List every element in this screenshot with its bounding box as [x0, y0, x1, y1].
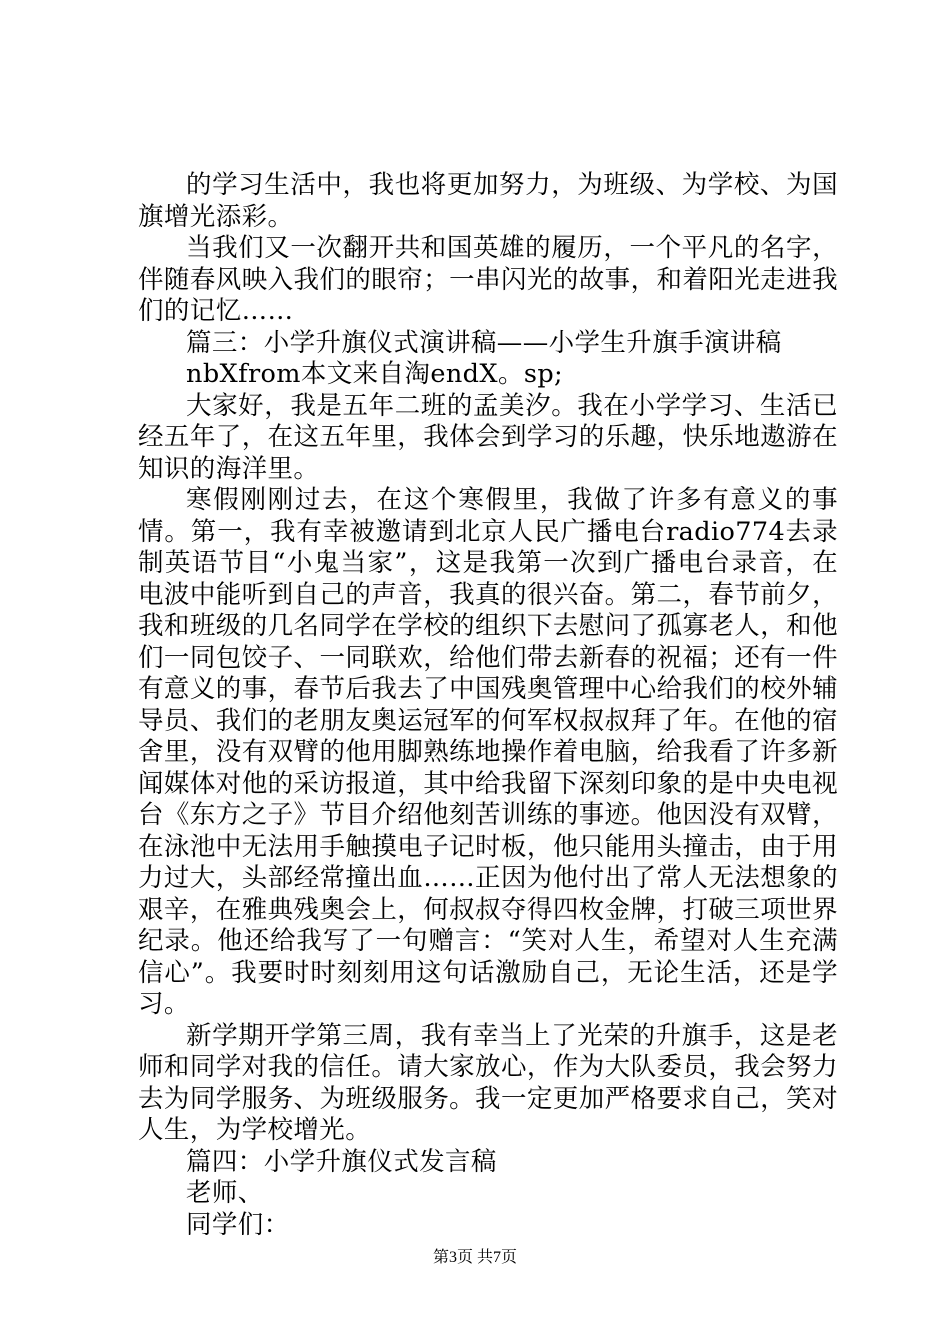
- paragraph: nbXfrom本文来自淘endX。sp;: [186, 359, 564, 389]
- paragraph: 当我们又一次翻开共和国英雄的履历，一个平凡的名字，伴随春风映入我们的眼帘；一串闪光的故事，和着阳光走进我们的记忆……: [138, 233, 838, 326]
- section-heading: 篇三：小学升旗仪式演讲稿——小学生升旗手演讲稿: [186, 327, 782, 358]
- paragraph: 的学习生活中，我也将更加努力，为班级、为学校、为国旗增光添彩。: [138, 170, 838, 232]
- document-body: [138, 170, 838, 1241]
- page-number-footer: 第3页 共7页: [432, 1249, 517, 1266]
- section-heading: 篇四：小学升旗仪式发言稿: [186, 1146, 497, 1177]
- paragraph: 大家好，我是五年二班的孟美汐。我在小学学习、生活已经五年了，在这五年里，我体会到学习的乐趣，快乐地遨游在知识的海洋里。: [138, 390, 838, 484]
- salutation-line: 同学们：: [186, 1209, 290, 1240]
- paragraph: 新学期开学第三周，我有幸当上了光荣的升旗手，这是老师和同学对我的信任。请大家放心，作为大队委员，我会努力去为同学服务、为班级服务。我一定更加严格要求自己，笑对人生，为学校增光。: [138, 1020, 838, 1145]
- paragraph: 寒假刚刚过去，在这个寒假里，我做了许多有意义的事情。第一，我有幸被邀请到北京人民广播电台radio774去录制英语节目“小鬼当家”，这是我第一次到广播电台录音，在电波中能听到自己的声音，我真的很兴奋。第二，春节前夕，我和班级的几名同学在学校的组织下去慰问了孤寡老人，和他们一同包饺子、一同联欢，给他们带去新春的祝福；还有一件有意义的事，春节后我去了中国残奥管理中心给我们的校外辅导员、我们的老朋友奥运冠军的何军权叔叔拜了年。在他的宿舍里，没有双臂的他用脚熟练地操作着电脑，给我看了许多新闻媒体对他的采访报道，其中给我留下深刻印象的是中央电视台《东方之子》节目介绍他刻苦训练的事迹。他因没有双臂，在泳池中无法用手触摸电子记时板，他只能用头撞击，由于用力过大，头部经常撞出血……正因为他付出了常人无法想象的艰辛，在雅典残奥会上，何叔叔夺得四枚金牌，打破三项世界纪录。他还给我写了一句赠言：“笑对人生，希望对人生充满信心”。我要时时刻刻用这句话激励自己，无论生活，还是学习。: [138, 485, 838, 1019]
- salutation-line: 老师、: [186, 1178, 264, 1208]
